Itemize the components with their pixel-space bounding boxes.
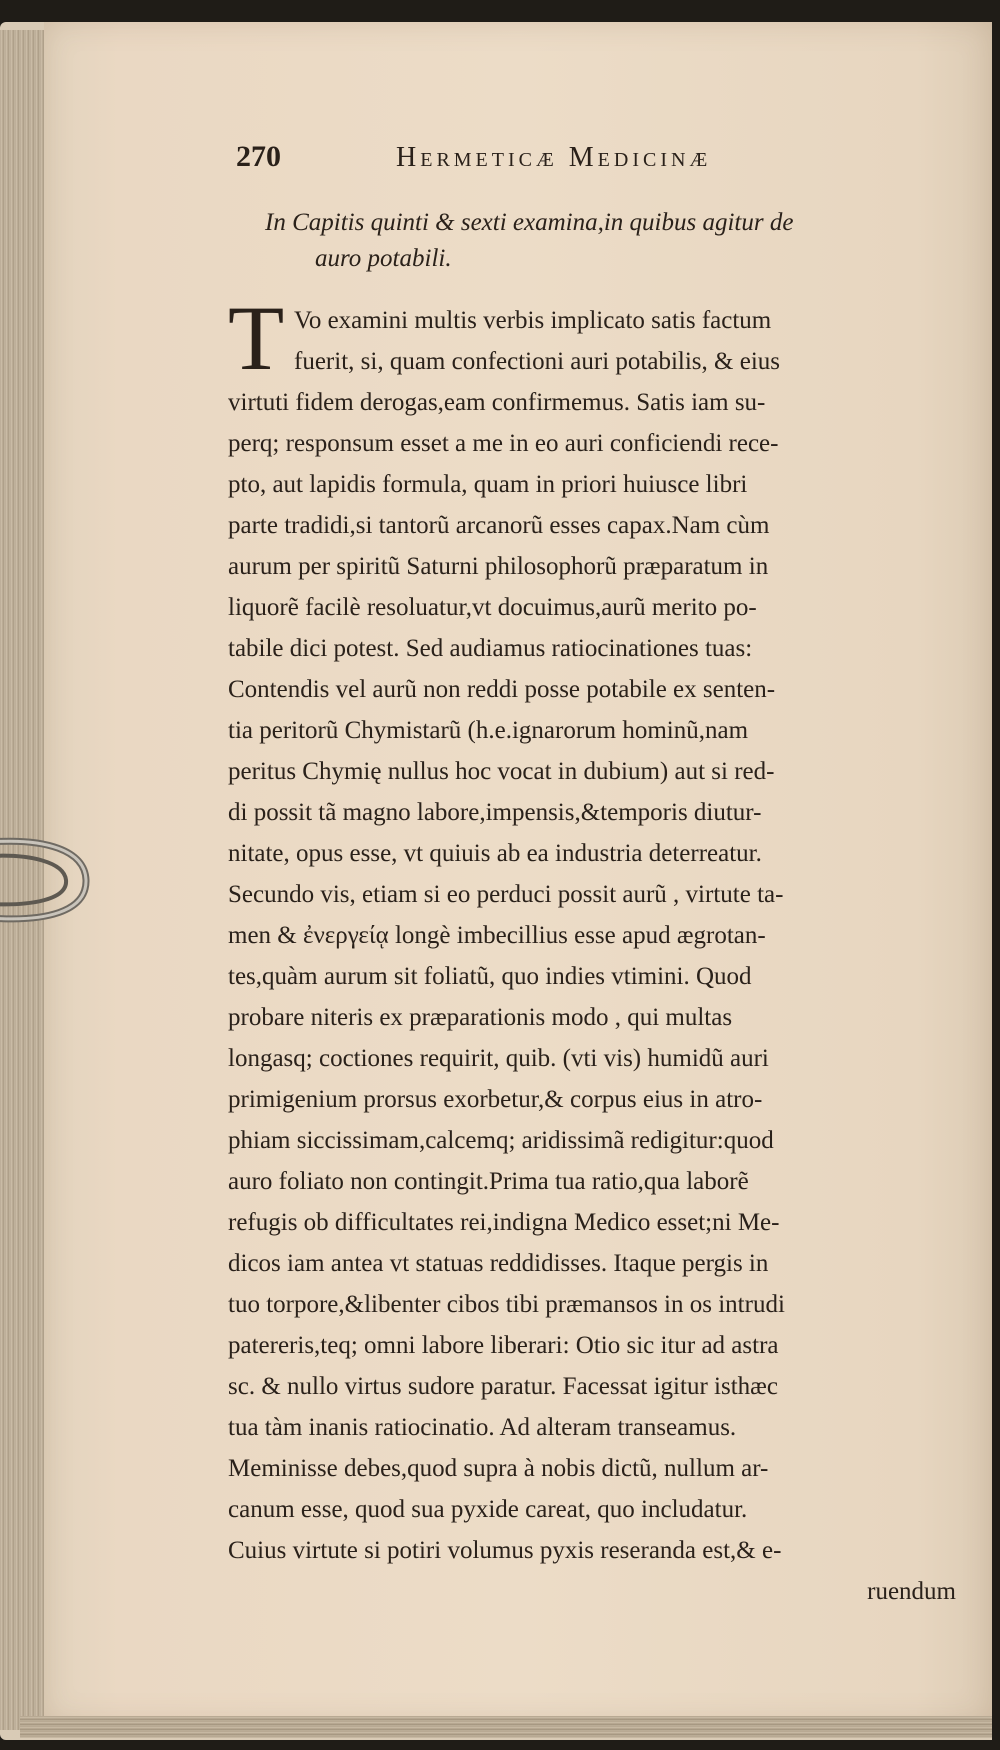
text-line: liquorẽ facilè resoluatur,vt docuimus,aurũ merito po- (228, 594, 757, 621)
text-line: perq; responsum esset a me in eo auri conficiendi rece- (228, 430, 779, 457)
text-line: aurum per spiritũ Saturni philosophorũ præparatum in (228, 553, 769, 580)
page-header (236, 140, 886, 180)
drop-cap: T (228, 287, 285, 389)
running-head: Hermeticæ Medicinæ (396, 142, 712, 173)
text-line: tia peritorũ Chymistarũ (h.e.ignarorum hominũ,nam (228, 717, 749, 744)
text-line: auro foliato non contingit.Prima tua ratio,qua laborẽ (228, 1168, 749, 1195)
text-line: Secundo vis, etiam si eo perduci possit aurũ , virtute ta- (228, 881, 784, 908)
text-line: Cuius virtute si potiri volumus pyxis reseranda est,& e- (228, 1537, 782, 1564)
text-line: primigenium prorsus exorbetur,& corpus eius in atro- (228, 1086, 763, 1113)
text-line: nitate, opus esse, vt quiuis ab ea industria deterreatur. (228, 840, 762, 867)
text-line: Meminisse debes,quod supra à nobis dictũ, nullum ar- (228, 1455, 769, 1482)
text-line: men & ἐνεργείᾳ longè imbecillius esse apud ægrotan- (228, 922, 766, 949)
text-line: virtuti fidem derogas,eam confirmemus. Satis iam su- (228, 389, 766, 416)
catchword: ruendum (867, 1578, 956, 1605)
text-line: pto, aut lapidis formula, quam in priori huiusce libri (228, 471, 748, 498)
text-line: tes,quàm aurum sit foliatũ, quo indies vtimini. Quod (228, 963, 752, 990)
text-line: parte tradidi,si tantorũ arcanorũ esses capax.Nam cùm (228, 512, 770, 539)
text-line: tua tàm inanis ratiocinatio. Ad alteram transeamus. (228, 1414, 737, 1441)
text-line: tuo torpore,&libenter cibos tibi præmansos in os intrudi (228, 1291, 785, 1318)
text-line: sc. & nullo virtus sudore paratur. Facessat igitur isthæc (228, 1373, 778, 1400)
text-line: Vo examini multis verbis implicato satis factum (294, 307, 772, 334)
text-line: di possit tã magno labore,impensis,&temporis diutur- (228, 799, 762, 826)
text-line: longasq; coctiones requirit, quib. (vti vis) humidũ auri (228, 1045, 769, 1072)
text-line: Contendis vel aurũ non reddi posse potabile ex senten- (228, 676, 776, 703)
paper-clip-icon (0, 820, 100, 940)
section-heading (265, 205, 965, 277)
page-edges-bottom (20, 1716, 992, 1738)
page-number: 270 (236, 140, 281, 173)
text-line: dicos iam antea vt statuas reddidisses. Itaque pergis in (228, 1250, 769, 1277)
text-line: canum esse, quod sua pyxide careat, quo includatur. (228, 1496, 748, 1523)
text-line: refugis ob difficultates rei,indigna Medico esset;ni Me- (228, 1209, 780, 1236)
text-line: tabile dici potest. Sed audiamus ratiocinationes tuas: (228, 635, 753, 662)
section-heading-line-2: auro potabili. (315, 245, 452, 272)
text-line: fuerit, si, quam confectioni auri potabilis, & eius (294, 348, 780, 375)
text-line: patereris,teq; omni labore liberari: Otio sic itur ad astra (228, 1332, 779, 1359)
text-line: phiam siccissimam,calcemq; aridissimã redigitur:quod (228, 1127, 774, 1154)
text-line: probare niteris ex præparationis modo , qui multas (228, 1004, 733, 1031)
text-line: peritus Chymię nullus hoc vocat in dubium) aut si red- (228, 758, 775, 785)
section-heading-line-1: In Capitis quinti & sexti examina,in quibus agitur de (265, 209, 794, 236)
body-text (228, 287, 968, 1612)
